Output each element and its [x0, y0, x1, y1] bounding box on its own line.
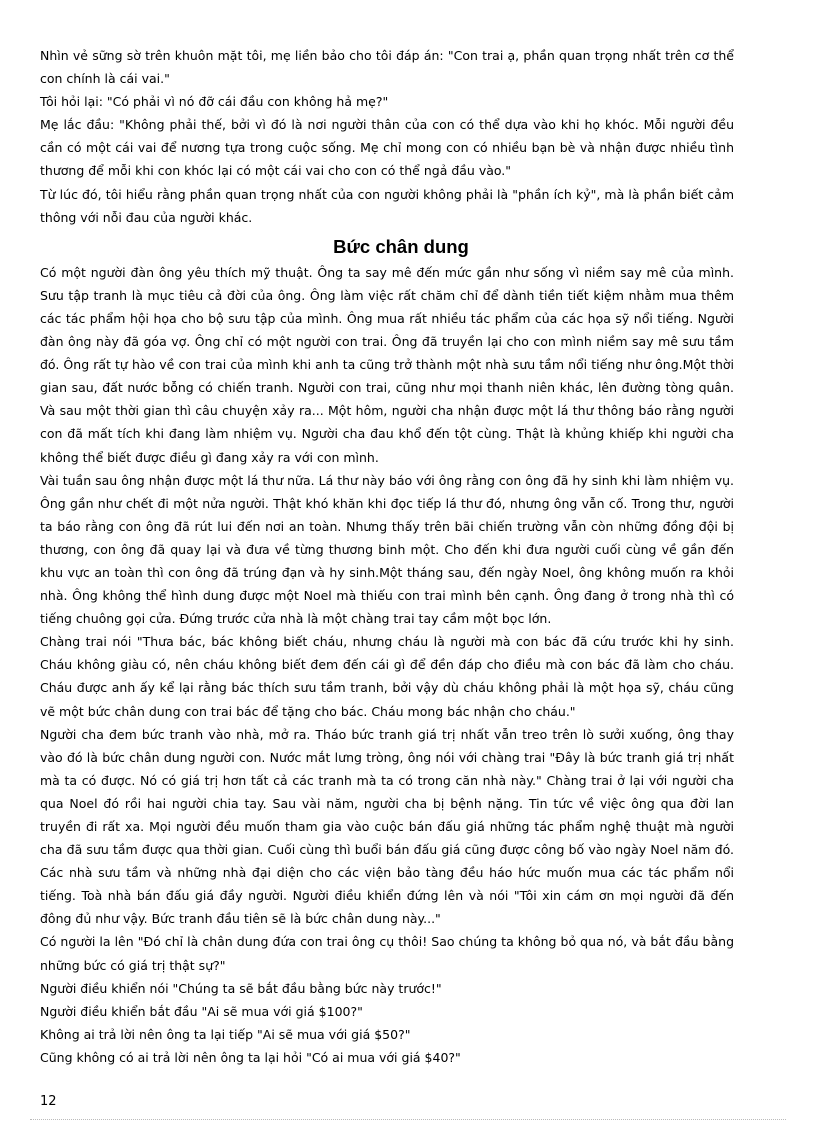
paragraph: Mẹ lắc đầu: "Không phải thế, bởi vì đó là nơi người thân của con có thể dựa vào khi họ khóc. Mỗi người đều cần có một cái vai để nương tựa trong cuộc sống. Mẹ chỉ mong con có nhiều bạn bè và nhận được nhiều tình thương để mỗi khi con khóc lại có một cái vai cho con có thể ngả đầu vào.": [40, 117, 734, 179]
paragraph: Người cha đem bức tranh vào nhà, mở ra. Tháo bức tranh giá trị nhất vẫn treo trên lò sưởi xuống, ông thay vào đó là bức chân dung người con. Nước mắt lưng tròng, ông nói với chàng trai "Đây là bức tranh giá trị nhất mà ta có được. Nó có giá trị hơn tất cả các tranh mà ta có trong căn nhà này." Chàng trai ở lại với người cha qua Noel đó rồi hai người chia tay. Sau vài năm, người cha bị bệnh nặng. Tin tức về việc ông qua đời lan truyền đi rất xa. Mọi người đều muốn tham gia vào cuộc bán đấu giá những tác phẩm nghệ thuật mà người cha đã sưu tầm được qua thời gian. Cuối cùng thì buổi bán đấu giá cũng được công bố vào ngày Noel năm đó. Các nhà sưu tầm và những nhà đại diện cho các viện bảo tàng đều háo hức muốn mua các tác phẩm nổi tiếng. Toà nhà bán đấu giá đầy người. Người điều khiển đứng lên và nói "Tôi xin cám ơn mọi người đã đến đông đủ như vậy. Bức tranh đầu tiên sẽ là bức chân dung này...": [40, 726, 734, 927]
footer-divider: [30, 1119, 786, 1120]
paragraph: Vài tuần sau ông nhận được một lá thư nữa. Lá thư này báo với ông rằng con ông đã hy sinh khi làm nhiệm vụ. Ông gần như chết đi một nửa người. Thật khó khăn khi đọc tiếp lá thư đó, nhưng ông vẫn cố. Trong thư, người ta báo rằng con ông đã rút lui đến nơi an toàn. Nhưng thấy trên bãi chiến trường vẫn còn những đồng đội bị thương, con ông đã quay lại và đưa về từng thương binh một. Cho đến khi đưa người cuối cùng về gần đến khu vực an toàn thì con ông đã trúng đạn và hy sinh.Một tháng sau, đến ngày Noel, ông không muốn ra khỏi nhà. Ông không thể hình dung được một Noel mà thiếu con trai mình bên cạnh. Ông đang ở trong nhà thì có tiếng chuông gọi cửa. Đứng trước cửa nhà là một chàng trai tay cầm một bọc lớn.: [40, 472, 734, 627]
paragraph: Nhìn vẻ sững sờ trên khuôn mặt tôi, mẹ liền bảo cho tôi đáp án: "Con trai ạ, phần quan trọng nhất trên cơ thể con chính là cái vai.": [40, 48, 734, 87]
paragraph: Chàng trai nói "Thưa bác, bác không biết cháu, nhưng cháu là người mà con bác đã cứu trước khi hy sinh. Cháu không giàu có, nên cháu không biết đem đến cái gì để đền đáp cho điều mà con bác đã làm cho cháu. Cháu được anh ấy kể lại rằng bác thích sưu tầm tranh, bởi vậy dù cháu không phải là một họa sỹ, cháu cũng vẽ một bức chân dung con trai bác để tặng cho bác. Cháu mong bác nhận cho cháu.": [40, 634, 734, 719]
paragraph: Từ lúc đó, tôi hiểu rằng phần quan trọng nhất của con người không phải là "phần ích kỷ", mà là phần biết cảm thông với nỗi đau của người khác.: [40, 186, 734, 225]
paragraph: Có người la lên "Đó chỉ là chân dung đứa con trai ông cụ thôi! Sao chúng ta không bỏ qua nó, và bắt đầu bằng những bức có giá trị thật sự?": [40, 934, 734, 973]
section-title: Bức chân dung: [333, 235, 469, 257]
page-number: 12: [40, 1094, 57, 1109]
paragraph: Người điều khiển bắt đầu "Ai sẽ mua với giá $100?": [40, 1003, 363, 1019]
paragraph: Tôi hỏi lại: "Có phải vì nó đỡ cái đầu con không hả mẹ?": [40, 94, 389, 110]
paragraph: Không ai trả lời nên ông ta lại tiếp "Ai sẽ mua với giá $50?": [40, 1026, 411, 1042]
document-page: [40, 44, 734, 1069]
paragraph: Có một người đàn ông yêu thích mỹ thuật. Ông ta say mê đến mức gần như sống vì niềm say mê của mình. Sưu tập tranh là mục tiêu cả đời của ông. Ông làm việc rất chăm chỉ để dành tiền tiết kiệm nhằm mua thêm các tác phẩm hội họa cho bộ sưu tập của mình. Ông mua rất nhiều tác phẩm của các họa sỹ nổi tiếng. Người đàn ông này đã góa vợ. Ông chỉ có một người con trai. Ông đã truyền lại cho con mình niềm say mê sưu tầm đó. Ông rất tự hào về con trai của mình khi anh ta cũng trở thành một nhà sưu tầm nổi tiếng như ông.Một thời gian sau, đất nước bỗng có chiến tranh. Người con trai, cũng như mọi thanh niên khác, lên đường tòng quân. Và sau một thời gian thì câu chuyện xảy ra... Một hôm, người cha nhận được một lá thư thông báo rằng người con đã mất tích khi đang làm nhiệm vụ. Người cha đau khổ đến tột cùng. Thật là khủng khiếp khi người cha không thể biết được điều gì đang xảy ra với con mình.: [40, 264, 734, 465]
paragraph: Cũng không có ai trả lời nên ông ta lại hỏi "Có ai mua với giá $40?": [40, 1049, 461, 1065]
paragraph: Người điều khiển nói "Chúng ta sẽ bắt đầu bằng bức này trước!": [40, 980, 442, 996]
